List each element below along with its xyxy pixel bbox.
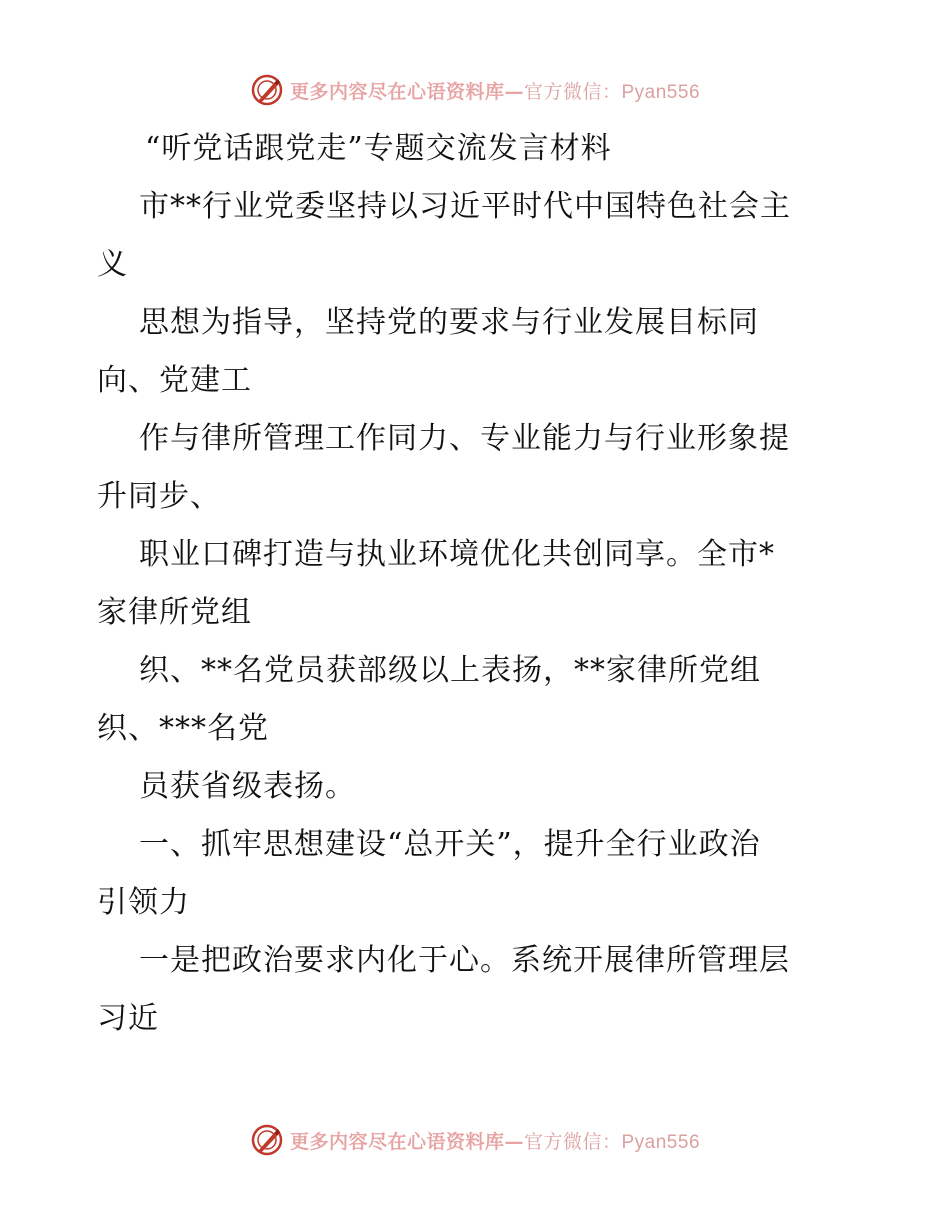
paragraph-line: 市**行业党委坚持以习近平时代中国特色社会主 — [139, 189, 791, 224]
header-watermark — [0, 70, 950, 110]
section-heading: 一、抓牢思想建设“总开关”，提升全行业政治 — [139, 827, 761, 862]
watermark-main-text: 更多内容尽在心语资料库 — [289, 80, 505, 103]
document-title: “听党话跟党走”专题交流发言材料 — [145, 131, 612, 166]
paragraph-line: 升同步、 — [97, 479, 221, 514]
watermark-main-text: 更多内容尽在心语资料库 — [289, 1130, 505, 1153]
paragraph-line: 一是把政治要求内化于心。系统开展律所管理层 — [139, 943, 790, 978]
paragraph-line: 义 — [97, 247, 128, 282]
document-body — [97, 120, 867, 1048]
section-heading-continued: 引领力 — [97, 885, 190, 920]
paragraph-line: 思想为指导，坚持党的要求与行业发展目标同 — [139, 305, 759, 340]
watermark-contact-label: 官方微信： — [523, 80, 622, 103]
paragraph-line: 织、**名党员获部级以上表扬，**家律所党组 — [139, 653, 761, 688]
watermark-contact-label: 官方微信： — [523, 1130, 622, 1153]
paragraph-line: 家律所党组 — [97, 595, 252, 630]
pen-logo-icon — [250, 73, 284, 107]
paragraph-line: 作与律所管理工作同力、专业能力与行业形象提 — [139, 421, 790, 456]
watermark-contact-id: Pyan556 — [621, 1131, 701, 1153]
watermark-text — [290, 1127, 700, 1154]
watermark-dash: — — [504, 80, 524, 103]
watermark-dash: — — [504, 1130, 524, 1153]
pen-logo-icon — [250, 1123, 284, 1157]
paragraph-line: 职业口碑打造与执业环境优化共创同享。全市* — [139, 537, 775, 572]
paragraph-line: 织、***名党 — [97, 711, 269, 746]
watermark-text — [290, 77, 700, 104]
paragraph-line: 员获省级表扬。 — [139, 769, 356, 804]
watermark-contact-id: Pyan556 — [621, 81, 701, 103]
footer-watermark — [0, 1120, 950, 1160]
paragraph-line: 向、党建工 — [97, 363, 252, 398]
paragraph-line: 习近 — [97, 1001, 159, 1036]
